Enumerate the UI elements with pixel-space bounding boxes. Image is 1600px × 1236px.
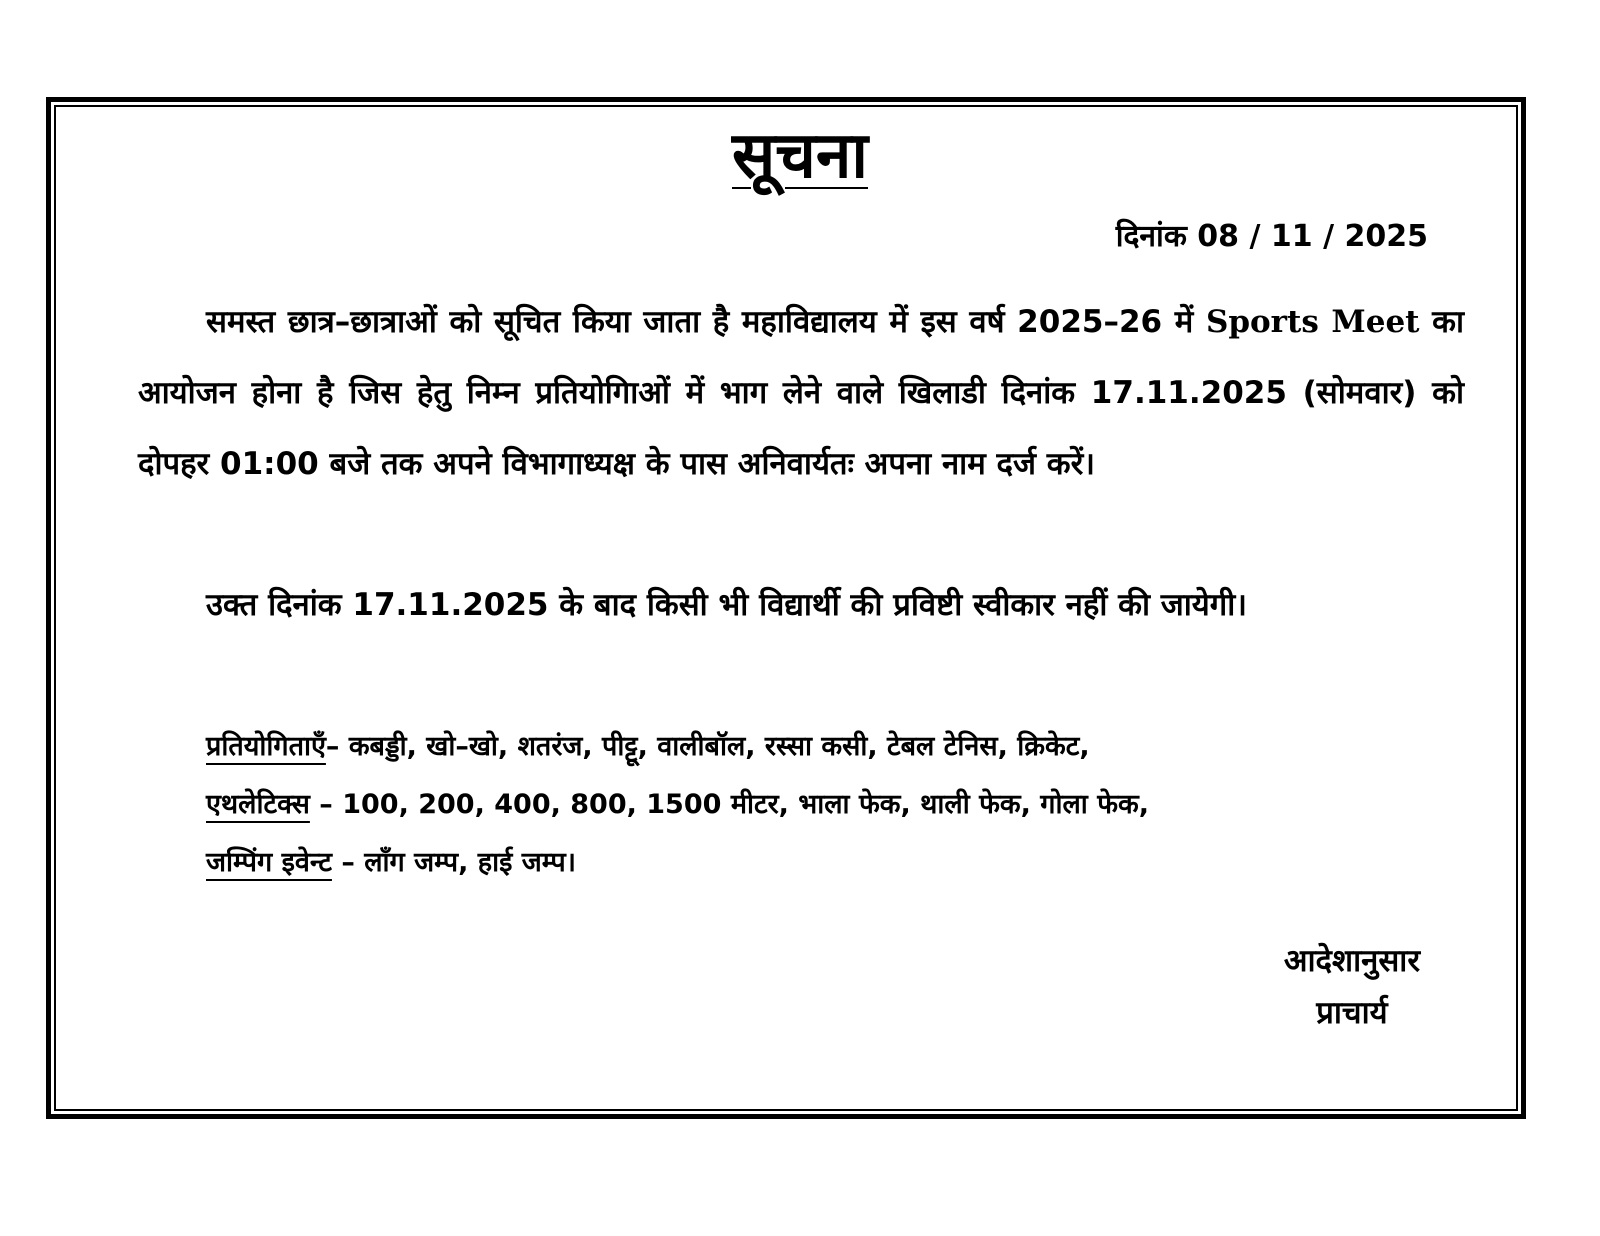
signature-block bbox=[1284, 935, 1420, 1039]
main-paragraph-part1: समस्त छात्र–छात्राओं को सूचित किया जाता है महाविद्यालय में इस वर्ष 2025–26 में bbox=[206, 304, 1206, 340]
signature-order-text: आदेशानुसार bbox=[1283, 943, 1420, 979]
main-paragraph-part2: का आयोजन होना है जिस हेतु निम्न प्रतियोगिाओं में भाग लेने वाले खिलाडी दिनांक 17.11.2025 (सोमवार) को दोपहर 01:00 बजे तक अपने विभागाध्यक्ष के पास अनिवार्यतः अपना नाम दर्ज करें। bbox=[138, 304, 1464, 482]
competitions-label: प्रतियोगिताएँ bbox=[206, 731, 326, 762]
notice-date: दिनांक 08 / 11 / 2025 bbox=[1115, 219, 1428, 254]
athletics-label: एथलेटिक्स bbox=[206, 789, 310, 820]
athletics-line bbox=[206, 776, 1466, 834]
main-paragraph bbox=[138, 287, 1464, 500]
notice-title-text: सूचना bbox=[732, 119, 868, 193]
sports-meet-text: Sports Meet bbox=[1205, 304, 1420, 340]
athletics-items: – 100, 200, 400, 800, 1500 मीटर, भाला फेक, थाली फेक, गोला फेक, bbox=[309, 789, 1150, 820]
competitions-line bbox=[206, 718, 1466, 776]
competitions-items: – कबड्डी, खो–खो, शतरंज, पीट्टू, वालीबॉल, रस्सा कसी, टेबल टेनिस, क्रिकेट, bbox=[325, 731, 1090, 762]
deadline-paragraph: उक्त दिनांक 17.11.2025 के बाद किसी भी विद्यार्थी की प्रविष्टी स्वीकार नहीं की जायेगी। bbox=[206, 587, 1248, 623]
signature-designation: प्राचार्य bbox=[1316, 995, 1388, 1031]
jumping-items: – लाँग जम्प, हाई जम्प। bbox=[331, 847, 576, 878]
competition-list bbox=[206, 718, 1466, 892]
jumping-label: जम्पिंग इवेन्ट bbox=[206, 847, 332, 878]
notice-title bbox=[0, 118, 1600, 195]
jumping-line bbox=[206, 834, 1466, 892]
